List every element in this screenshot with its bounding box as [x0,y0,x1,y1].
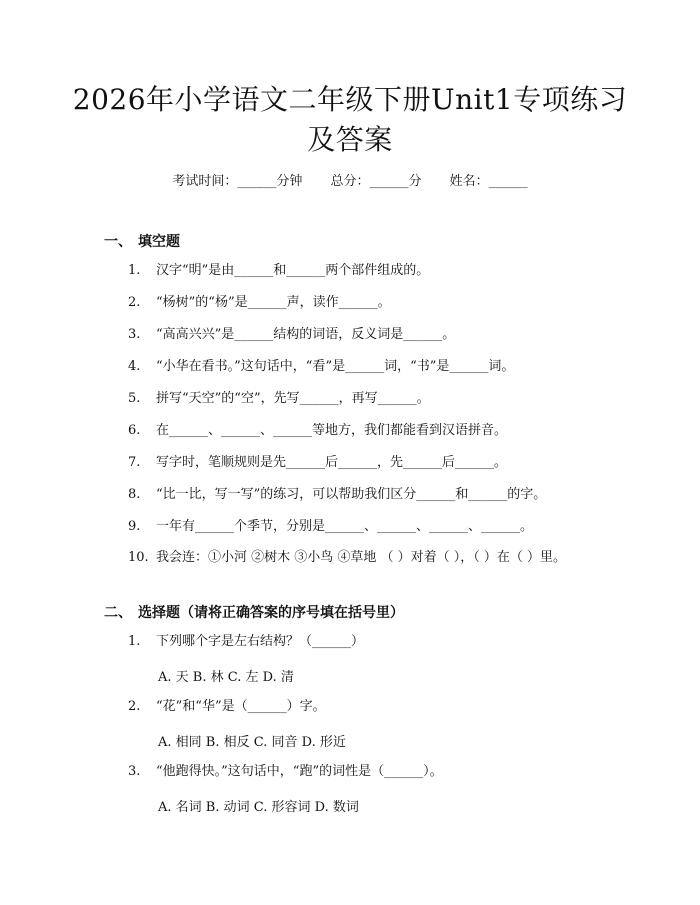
answer-options: A. 相同 B. 相反 C. 同音 D. 形近 [158,735,346,750]
question-text: 拼写“天空”的“空”，先写______，再写______。 [156,391,430,406]
question-item [128,454,596,472]
question-item [128,326,596,344]
question-number: 4. [128,359,141,374]
question-item [128,518,596,536]
question-text: 一年有______个季节，分别是______、______、______、______。 [156,519,534,534]
question-item [128,422,596,440]
question-item [128,358,596,376]
question-number: 9. [128,519,141,534]
section-heading-fill-blank [104,231,180,251]
section-number: 一、 [104,234,132,250]
question-item [104,546,596,570]
answer-options: A. 天 B. 林 C. 左 D. 清 [158,670,294,685]
question-text: “高高兴兴”是______结构的词语，反义词是______。 [156,327,456,342]
section-title: 填空题 [138,234,180,250]
question-item [128,294,596,312]
question-text: 下列哪个字是左右结构？（______） [156,634,365,649]
question-number: 5. [128,391,141,406]
question-item [128,390,596,408]
section-title: 选择题（请将正确答案的序号填在括号里） [138,605,404,621]
question-item [128,262,596,280]
exam-score: 总分：______分 [330,174,422,189]
student-name: 姓名：______ [449,174,528,189]
question-text: “他跑得快。”这句话中，“跑”的词性是（______）。 [156,764,443,779]
question-item [128,698,596,716]
question-number: 2. [128,295,141,310]
question-item [128,486,596,504]
question-number: 10. [128,550,149,565]
question-text: 写字时，笔顺规则是先______后______，先______后______。 [156,455,508,470]
question-text: 汉字“明”是由______和______两个部件组成的。 [156,263,430,278]
answer-options: A. 名词 B. 动词 C. 形容词 D. 数词 [158,800,359,815]
question-number: 7. [128,455,141,470]
question-text: 在______、______、______等地方，我们都能看到汉语拼音。 [156,423,508,438]
exam-meta [0,170,700,189]
document-title: 2026年小学语文二年级下册Unit1专项练习及答案 [72,83,628,156]
question-number: 6. [128,423,141,438]
section-heading-multiple-choice [104,602,404,622]
section-number: 二、 [104,605,132,621]
question-text: 我会连：①小河 ②树木 ③小鸟 ④草地 （ ）对着（ ），（ ）在（ ）里。 [156,550,567,565]
question-number: 3. [128,327,141,342]
exam-time: 考试时间：______分钟 [172,174,303,189]
question-number: 8. [128,487,141,502]
question-number: 2. [128,699,141,714]
question-item [128,633,596,651]
question-text: “小华在看书。”这句话中，“看”是______词，“书”是______词。 [156,359,515,374]
question-number: 1. [128,263,141,278]
question-item [128,763,596,781]
question-text: “花”和“华”是（______）字。 [156,699,326,714]
question-number: 3. [128,764,141,779]
question-number: 1. [128,634,141,649]
question-text: “比一比，写一写”的练习，可以帮助我们区分______和______的字。 [156,487,547,502]
question-text: “杨树”的“杨”是______声，读作______。 [156,295,391,310]
